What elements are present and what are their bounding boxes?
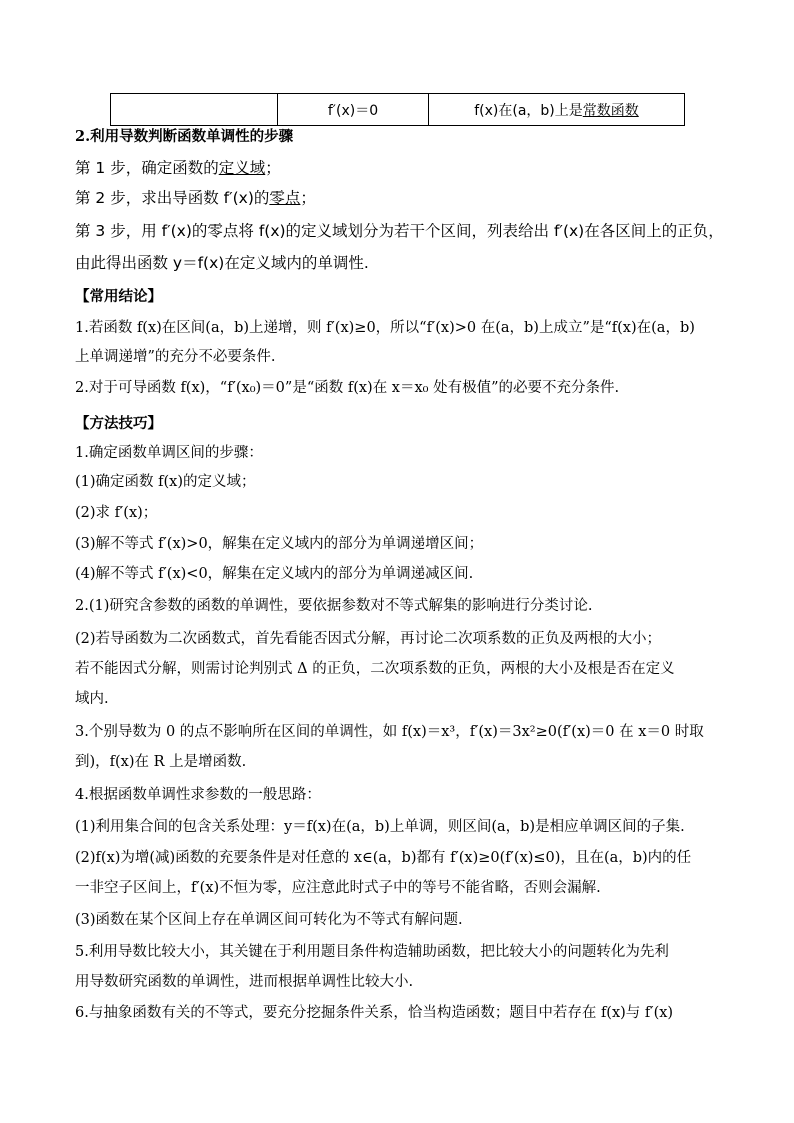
table-cell-text: f(x)在(a，b)上是: [474, 102, 583, 119]
text-line: 用导数研究函数的单调性，进而根据单调性比较大小.: [75, 974, 414, 990]
text-line: 2.(1)研究含参数的函数的单调性，要依据参数对不等式解集的影响进行分类讨论.: [75, 598, 593, 614]
text-line: 3.个别导数为 0 的点不影响所在区间的单调性，如 f(x)＝x³，f′(x)＝3x²≥0(f′(x)＝0 在 x＝0 时取: [75, 724, 704, 740]
step-line: 由此得出函数 y＝f(x)在定义域内的单调性.: [75, 254, 369, 272]
text-line: 1.确定函数单调区间的步骤：: [75, 445, 263, 461]
underlined-term: 定义域: [218, 159, 266, 177]
text-line: 域内.: [75, 691, 109, 707]
step-line: 第 1 步，确定函数的定义域；: [75, 159, 281, 177]
text-line: (2)求 f′(x)；: [75, 505, 158, 521]
text-line: (2)f(x)为增(减)函数的充要条件是对任意的 x∈(a，b)都有 f′(x)≥0(f′(x)≤0)，且在(a，b)内的任: [75, 850, 692, 866]
text-line: (3)函数在某个区间上存在单调区间可转化为不等式有解问题.: [75, 912, 463, 928]
text-line: (3)解不等式 f′(x)>0，解集在定义域内的部分为单调递增区间；: [75, 536, 484, 552]
text-line: 4.根据函数单调性求参数的一般思路：: [75, 787, 321, 803]
table-cell: [111, 94, 278, 126]
text-line: (4)解不等式 f′(x)<0，解集在定义域内的部分为单调递减区间.: [75, 566, 474, 582]
monotonicity-table: [110, 93, 685, 126]
table-row: [111, 94, 685, 126]
text-line: 若不能因式分解，则需讨论判别式 Δ 的正负，二次项系数的正负，两根的大小及根是否在定义: [75, 661, 675, 677]
section-heading: 【方法技巧】: [75, 415, 162, 432]
step-line: 第 2 步，求出导函数 f′(x)的零点；: [75, 189, 316, 207]
text-line: 6.与抽象函数有关的不等式，要充分挖掘条件关系，恰当构造函数；题目中若存在 f(x)与 f′(x): [75, 1005, 674, 1021]
table-cell: [429, 94, 685, 126]
text-line: 2.对于可导函数 f(x)，“f′(x₀)＝0”是“函数 f(x)在 x＝x₀ 处有极值”的必要不充分条件.: [75, 380, 620, 396]
text-line: 1.若函数 f(x)在区间(a，b)上递增，则 f′(x)≥0，所以“f′(x)>0 在(a，b)上成立”是“f(x)在(a，b): [75, 320, 695, 336]
underlined-term: 常数函数: [582, 102, 639, 119]
underlined-term: 零点: [269, 189, 301, 207]
text-line: (2)若导函数为二次函数式，首先看能否因式分解，再讨论二次项系数的正负及两根的大小；: [75, 631, 662, 647]
text-line: 5.利用导数比较大小，其关键在于利用题目条件构造辅助函数，把比较大小的问题转化为先利: [75, 944, 669, 960]
text-line: 到)，f(x)在 R 上是增函数.: [75, 754, 247, 770]
text-line: (1)确定函数 f(x)的定义域；: [75, 474, 256, 490]
text-line: 一非空子区间上，f′(x)不恒为零，应注意此时式子中的等号不能省略，否则会漏解.: [75, 880, 601, 896]
text-line: 上单调递增”的充分不必要条件.: [75, 349, 276, 365]
step-line: 第 3 步，用 f′(x)的零点将 f(x)的定义域划分为若干个区间，列表给出 f′(x)在各区间上的正负，: [75, 222, 724, 240]
table-cell: f′(x)＝0: [278, 94, 429, 126]
section-heading: 2.利用导数判断函数单调性的步骤: [75, 128, 294, 145]
section-heading: 【常用结论】: [75, 288, 162, 305]
text-line: (1)利用集合间的包含关系处理：y＝f(x)在(a，b)上单调，则区间(a，b)是相应单调区间的子集.: [75, 819, 685, 835]
